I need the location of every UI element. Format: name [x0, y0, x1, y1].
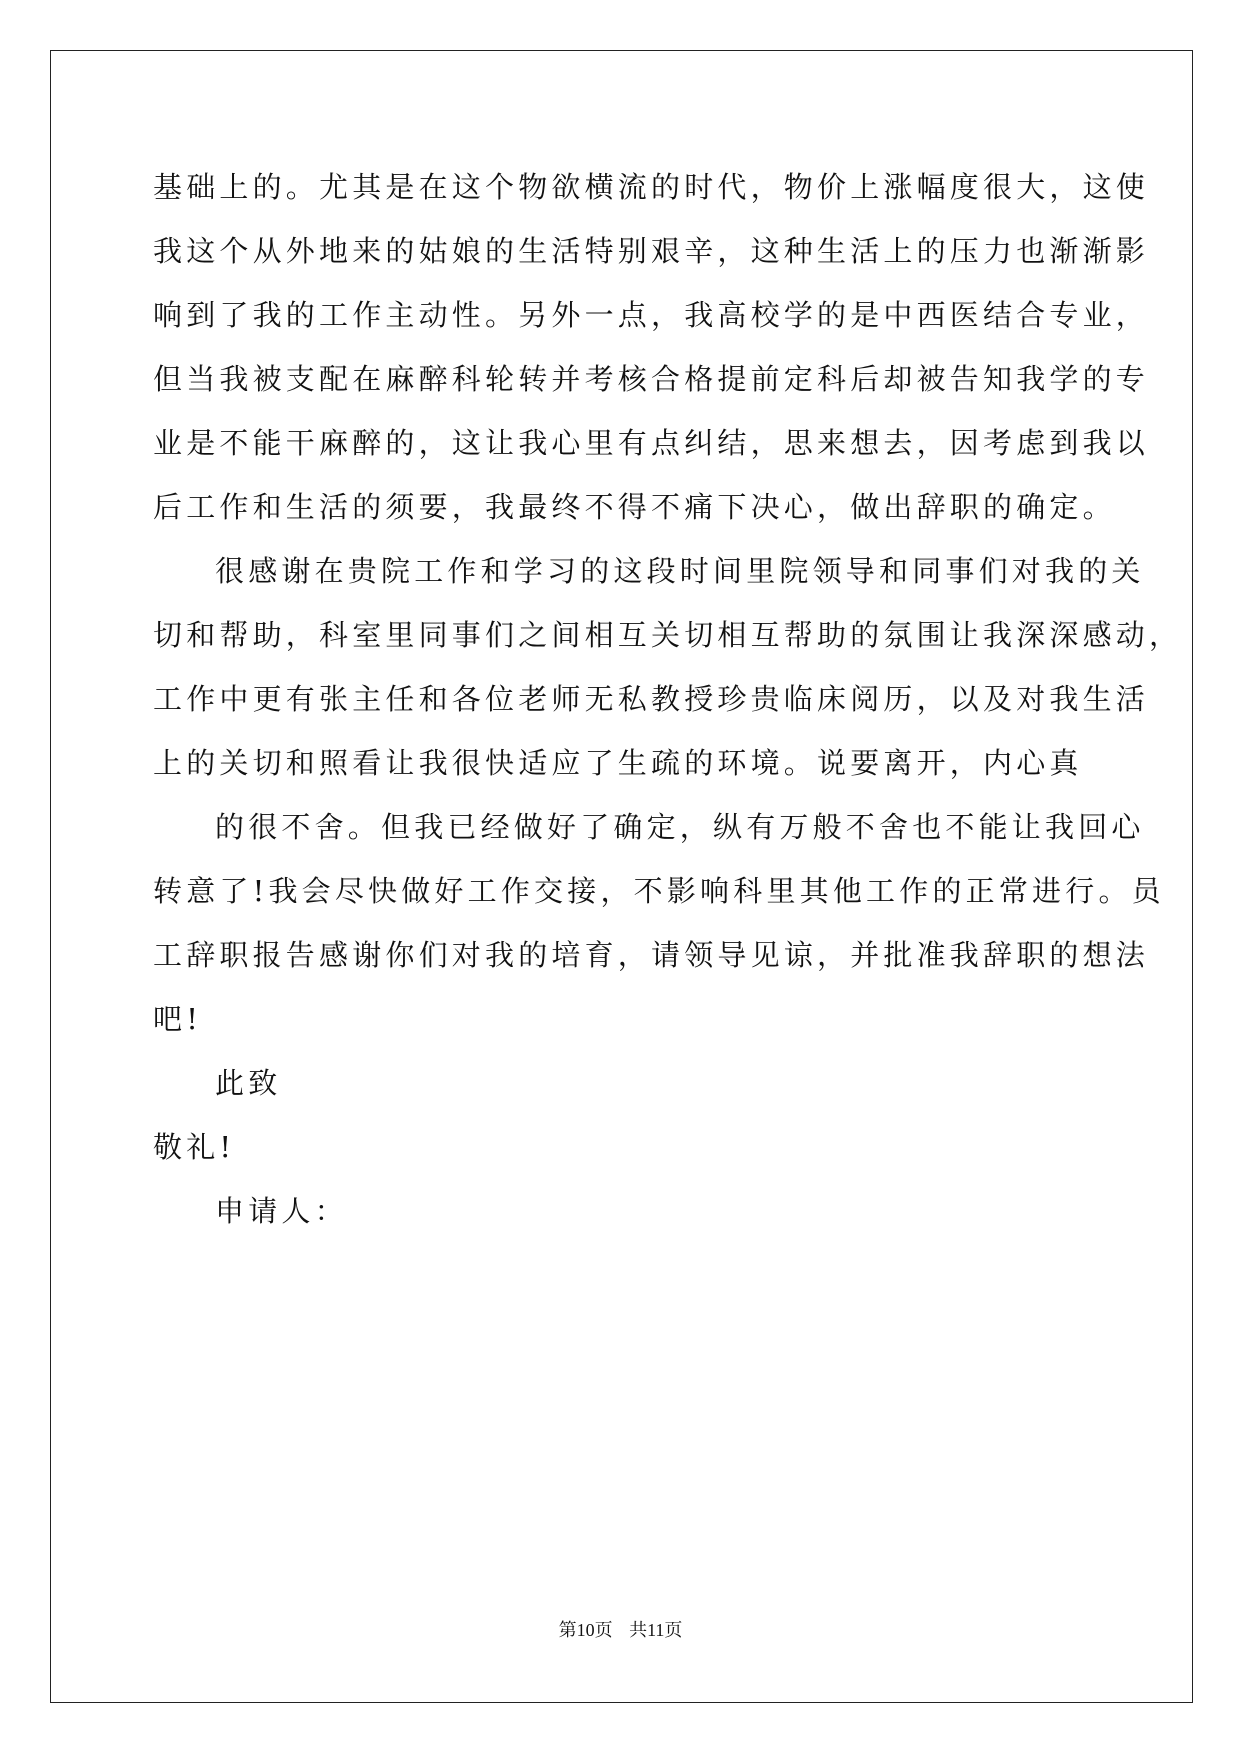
body-line-11: 的很不舍。但我已经做好了确定，纵有万般不舍也不能让我回心: [215, 810, 1145, 844]
body-line-3: 响到了我的工作主动性。另外一点，我高校学的是中西医结合专业，: [153, 298, 1150, 332]
closing-salutation: 此致: [215, 1066, 282, 1100]
body-line-10: 上的关切和照看让我很快适应了生疏的环境。说要离开，内心真: [153, 746, 1083, 780]
body-line-12: 转意了!我会尽快做好工作交接，不影响科里其他工作的正常进行。员: [153, 874, 1165, 908]
body-line-14: 吧!: [153, 1002, 203, 1036]
body-line-9: 工作中更有张主任和各位老师无私教授珍贵临床阅历，以及对我生活: [153, 682, 1150, 716]
page-number-total: 共11页: [629, 1620, 683, 1640]
body-line-1: 基础上的。尤其是在这个物欲横流的时代，物价上涨幅度很大，这使: [153, 170, 1150, 204]
page-footer: [0, 1618, 1241, 1642]
body-line-8: 切和帮助，科室里同事们之间相互关切相互帮助的氛围让我深深感动，: [153, 618, 1183, 652]
closing-regards: 敬礼!: [153, 1130, 236, 1164]
applicant-signature-label: 申请人：: [215, 1194, 348, 1228]
body-line-2: 我这个从外地来的姑娘的生活特别艰辛，这种生活上的压力也渐渐影: [153, 234, 1150, 268]
body-line-4: 但当我被支配在麻醉科轮转并考核合格提前定科后却被告知我学的专: [153, 362, 1150, 396]
body-line-13: 工辞职报告感谢你们对我的培育，请领导见谅，并批准我辞职的想法: [153, 938, 1150, 972]
body-line-5: 业是不能干麻醉的，这让我心里有点纠结，思来想去，因考虑到我以: [153, 426, 1150, 460]
body-line-6: 后工作和生活的须要，我最终不得不痛下决心，做出辞职的确定。: [153, 490, 1116, 524]
body-line-7: 很感谢在贵院工作和学习的这段时间里院领导和同事们对我的关: [215, 554, 1145, 588]
page-number-current: 第10页: [558, 1620, 613, 1640]
